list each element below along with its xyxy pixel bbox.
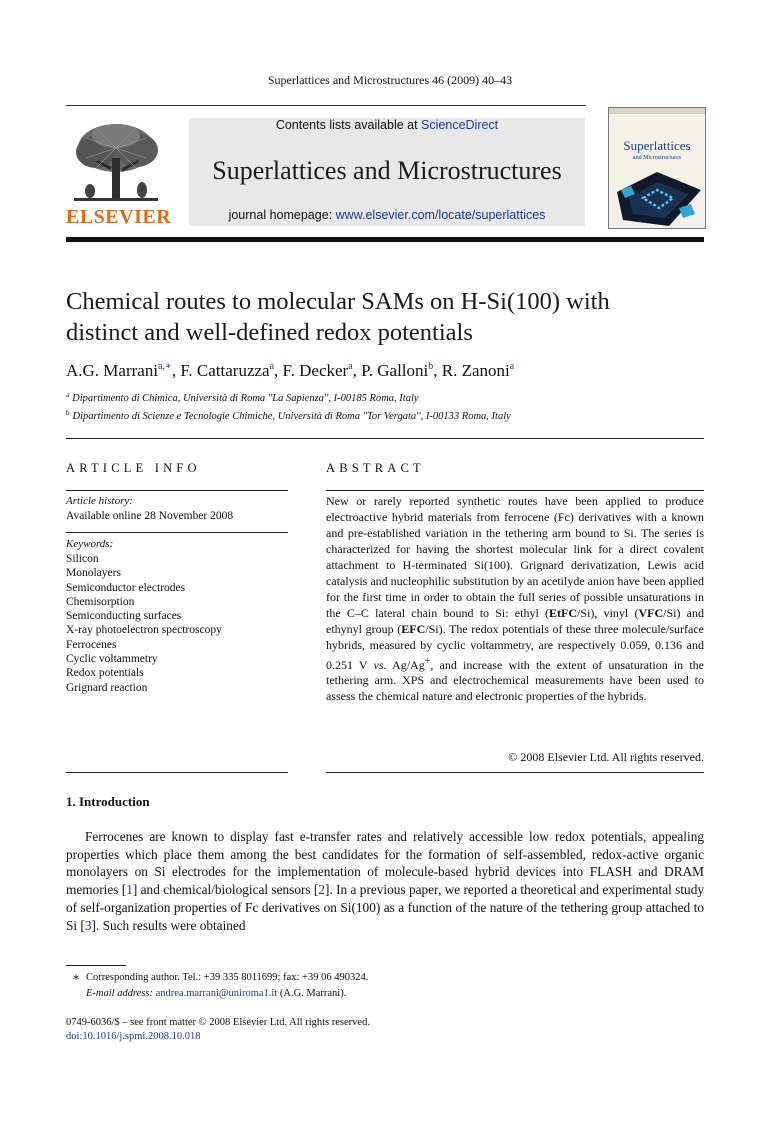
abstract-body (326, 494, 704, 705)
running-head: Superlattices and Microstructures 46 (2009) 40–43 (267, 73, 513, 87)
title-line-1: Chemical routes to molecular SAMs on H-Si(100) with (66, 288, 610, 315)
author-separator: , (171, 361, 181, 380)
intro-text-1: Ferrocenes are known to display fast e-transfer rates and relatively accessible low redox potentials, appealing properties which place them among the best candidates for the formation of self-assembled, redox-active organic monolayers on Si electrodes for the implementation of molecule-based hybrid devices into FLASH and DRAM memories [ (66, 829, 704, 898)
abstract-heading: ABSTRACT (326, 461, 425, 475)
cover-title: Superlattices (623, 138, 691, 153)
history-value: Available online 28 November 2008 (66, 510, 234, 522)
email-suffix: (A.G. Marrani). (277, 988, 347, 999)
intro-text-3: ]. In a previous paper, we reported a theoretical and experimental study of self-organization properties of Fc derivatives on Si(100) as a function of the nature of the tethering group attached to Si [ (66, 882, 704, 933)
journal-cover[interactable] (608, 107, 706, 229)
front-matter-line: 0749-6036/$ – see front matter © 2008 Elsevier Ltd. All rights reserved. (66, 1017, 370, 1028)
author-name: F. Cattaruzza (180, 361, 270, 380)
author-separator: , (352, 361, 362, 380)
abstract-rule (326, 490, 704, 491)
reference-link[interactable]: 2 (318, 882, 326, 898)
author-name: F. Decker (282, 361, 349, 380)
author-name: A.G. Marrani (66, 361, 159, 380)
keyword-item: Silicon (66, 553, 99, 565)
abstract-superscript: + (424, 655, 431, 667)
compound-efc: EFC (401, 621, 426, 636)
keyword-item: Monolayers (66, 567, 121, 580)
compound-etfc: EtFC (549, 605, 578, 620)
abstract-bottom-rule (326, 772, 704, 773)
author-affiliation-mark[interactable]: a (269, 361, 275, 372)
contents-line (189, 118, 585, 132)
article-title (66, 286, 706, 348)
footnote-rule (66, 965, 126, 966)
email-note (86, 988, 346, 999)
keyword-item: X-ray photoelectron spectroscopy (66, 624, 222, 637)
reference-link[interactable]: 3 (84, 917, 92, 933)
keyword-item: Cyclic voltammetry (66, 653, 158, 666)
affiliation-mark: b (66, 409, 70, 417)
compound-vfc: VFC (638, 605, 664, 620)
elsevier-logo[interactable] (66, 118, 172, 230)
abstract-text-5: Ag/Ag (386, 657, 425, 672)
corresponding-author-note: Corresponding author. Tel.: +39 335 8011699; fax: +39 06 490324. (86, 972, 369, 983)
abstract-text-3: /Si) and ethynyl group ( (326, 605, 705, 636)
section-rule (66, 438, 704, 439)
history-rule (66, 532, 288, 533)
introduction-heading: 1. Introduction (66, 794, 150, 809)
title-line-2: distinct and well-defined redox potentials (66, 319, 473, 346)
author-name: R. Zanoni (441, 361, 510, 380)
abstract-copyright: © 2008 Elsevier Ltd. All rights reserved. (508, 750, 704, 764)
author-affiliation-mark[interactable]: a (348, 361, 353, 372)
affiliation-text: Dipartimento di Scienze e Tecnologie Chimiche, Università di Roma ''Tor Vergata'', I-00133 Roma, Italy (72, 411, 511, 422)
cover-top-band (609, 108, 705, 114)
introduction-body (66, 828, 704, 934)
journal-title: Superlattices and Microstructures (212, 156, 562, 185)
footnote-star: ∗ (72, 970, 81, 984)
homepage-line (189, 208, 585, 222)
header-thick-rule (66, 237, 704, 242)
article-info-heading: ARTICLE INFO (66, 461, 201, 475)
author-affiliation-mark[interactable]: a,∗ (158, 361, 172, 372)
author-affiliation-mark[interactable]: a (509, 361, 515, 372)
keyword-item: Ferrocenes (66, 638, 117, 651)
author-separator: , (433, 361, 442, 380)
cover-lattice-image (609, 168, 705, 228)
author-affiliation-mark[interactable]: b (428, 361, 434, 372)
reference-link[interactable]: 1 (126, 882, 133, 898)
email-label: E-mail address: (86, 988, 156, 999)
doi-link[interactable]: doi:10.1016/j.spmi.2008.10.018 (66, 1031, 201, 1042)
keywords-label: Keywords: (66, 538, 114, 550)
keyword-item: Semiconducting surfaces (66, 610, 182, 623)
abstract-vs: vs. (373, 657, 387, 672)
journal-banner (189, 118, 585, 226)
publisher-wordmark: ELSEVIER (66, 206, 172, 228)
article-info-rule (66, 490, 288, 491)
cover-subtitle: and Microstructures (632, 155, 682, 161)
affiliation-a (66, 391, 419, 404)
keyword-item: Chemisorption (66, 595, 135, 608)
keyword-item: Grignard reaction (66, 681, 148, 694)
contents-prefix: Contents lists available at (275, 118, 422, 132)
abstract-text-4: /Si). The redox potentials of these three molecule/surface hybrids, measured by cyclic voltammetry, are respectively 0.059, 0.136 and 0.251 V (326, 621, 704, 672)
abstract-text-6: , and increase with the extent of unsaturation in the tethering arm. XPS and electrochemical measurements have been used to assess the chemical nature and electronic properties of the hybrids. (326, 657, 704, 704)
intro-text-4: ]. Such results were obtained (91, 917, 246, 933)
article-info-bottom-rule (66, 772, 288, 773)
author-list (66, 361, 514, 381)
keyword-item: Redox potentials (66, 667, 144, 680)
sciencedirect-link[interactable]: ScienceDirect (421, 118, 499, 132)
journal-homepage-link[interactable]: www.elsevier.com/locate/superlattices (335, 208, 546, 222)
affiliation-mark: a (66, 391, 70, 399)
affiliation-b (66, 409, 511, 422)
header-rule (66, 105, 586, 106)
history-label: Article history: (66, 495, 133, 507)
author-name: P. Galloni (361, 361, 429, 380)
intro-text-2: ] and chemical/biological sensors [ (132, 882, 319, 898)
keyword-item: Semiconductor electrodes (66, 581, 186, 594)
keyword-list (66, 552, 222, 695)
homepage-prefix: journal homepage: (228, 208, 336, 222)
abstract-text-1: New or rarely reported synthetic routes have been applied to produce electroactive hybrid materials from ferrocene (Fc) derivatives with a known and pre-established variation in the tethering arm bound to Si. The series is characterized for having the shortest molecular link for a direct covalent attachment to H-terminated Si(100). Grignard derivatization, Lewis acid catalysis and nucleophilic substitution by an acetilyde anion have been applied for the first time in order to obtain the full series of possible unsaturations in the C–C lateral chain bound to Si: ethyl ( (326, 494, 704, 620)
affiliation-text: Dipartimento di Chimica, Università di Roma ''La Sapienza'', I-00185 Roma, Italy (72, 393, 419, 404)
email-link[interactable]: andrea.marrani@uniroma1.it (155, 988, 278, 999)
author-separator: , (274, 361, 283, 380)
abstract-text-2: /Si), vinyl ( (577, 605, 639, 620)
